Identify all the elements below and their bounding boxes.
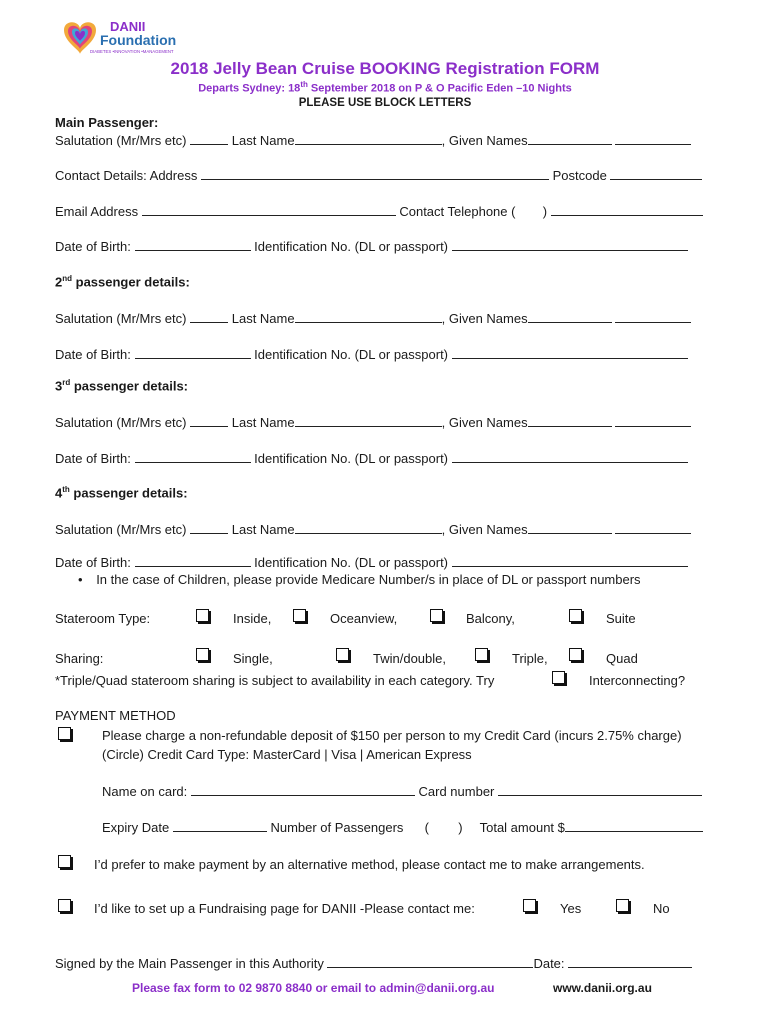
name-on-card-field[interactable]	[191, 783, 415, 796]
p3-last-name-field[interactable]	[295, 414, 442, 427]
email-row: Email Address Contact Telephone ( )	[55, 203, 703, 219]
card-type-text: (Circle) Credit Card Type: MasterCard | Visa | American Express	[102, 747, 472, 762]
expiry-date-field[interactable]	[173, 819, 267, 832]
signature-row: Signed by the Main Passenger in this Authority Date:	[55, 955, 692, 971]
p3-given-names-field[interactable]	[528, 414, 612, 427]
alternative-payment-checkbox[interactable]	[58, 855, 71, 868]
interconnecting-checkbox[interactable]	[552, 671, 565, 684]
p3-given-names-field-2[interactable]	[615, 414, 691, 427]
stateroom-inside-checkbox[interactable]	[196, 609, 209, 622]
p3-salutation-field[interactable]	[190, 414, 228, 427]
passenger-3-dob-row: Date of Birth: Identification No. (DL or passport)	[55, 450, 688, 466]
postcode-field[interactable]	[610, 167, 702, 180]
main-passenger-heading: Main Passenger:	[55, 115, 159, 130]
stateroom-oceanview-checkbox[interactable]	[293, 609, 306, 622]
logo-name-line1: DANII	[110, 19, 146, 34]
stateroom-suite-label: Suite	[606, 611, 636, 626]
passenger-2-heading: 2nd passenger details:	[55, 274, 190, 290]
p3-dob-field[interactable]	[135, 450, 251, 463]
logo-name-line2: Foundation	[100, 32, 177, 48]
danii-foundation-logo	[60, 18, 220, 58]
p2-given-names-field-2[interactable]	[615, 310, 691, 323]
p2-id-field[interactable]	[452, 346, 688, 359]
main-last-name-field[interactable]	[295, 132, 442, 145]
passenger-2-name-row: Salutation (Mr/Mrs etc) Last Name , Given Names	[55, 310, 691, 326]
passenger-4-name-row: Salutation (Mr/Mrs etc) Last Name , Given Names	[55, 521, 691, 537]
passenger-3-heading: 3rd passenger details:	[55, 378, 189, 394]
address-row: Contact Details: Address Postcode	[55, 167, 702, 183]
main-dob-field[interactable]	[135, 238, 251, 251]
signature-date-field[interactable]	[568, 955, 692, 968]
main-salutation-field[interactable]	[190, 132, 228, 145]
triple-quad-note: *Triple/Quad stateroom sharing is subject to availability in each category. Try	[55, 673, 495, 688]
logo-tagline: DIABETES •INNOVATION •MANAGEMENT	[90, 49, 174, 54]
fundraising-no-label: No	[653, 901, 670, 916]
main-id-field[interactable]	[452, 238, 688, 251]
expiry-row: Expiry Date Number of Passengers ( ) Total amount $	[102, 819, 703, 835]
sharing-single-checkbox[interactable]	[196, 648, 209, 661]
stateroom-inside-label: Inside,	[233, 611, 272, 626]
card-number-field[interactable]	[498, 783, 702, 796]
p2-given-names-field[interactable]	[528, 310, 612, 323]
children-note: • In the case of Children, please provide Medicare Number/s in place of DL or passport numbers	[78, 572, 641, 587]
interconnecting-label: Interconnecting?	[589, 673, 686, 688]
stateroom-suite-checkbox[interactable]	[569, 609, 582, 622]
fundraising-yes-label: Yes	[560, 901, 582, 916]
bullet-icon: •	[78, 572, 83, 587]
total-amount-field[interactable]	[565, 819, 703, 832]
passenger-4-heading: 4th passenger details:	[55, 485, 188, 501]
stateroom-balcony-checkbox[interactable]	[430, 609, 443, 622]
p4-last-name-field[interactable]	[295, 521, 442, 534]
sharing-triple-checkbox[interactable]	[475, 648, 488, 661]
email-field[interactable]	[142, 203, 396, 216]
sharing-triple-label: Triple,	[512, 651, 548, 666]
alternative-payment-text: I’d prefer to make payment by an alternative method, please contact me to make arrangements.	[94, 857, 645, 872]
sharing-quad-checkbox[interactable]	[569, 648, 582, 661]
p2-salutation-field[interactable]	[190, 310, 228, 323]
main-given-names-field[interactable]	[528, 132, 612, 145]
payment-method-heading: PAYMENT METHOD	[55, 708, 176, 723]
sharing-twin-label: Twin/double,	[373, 651, 446, 666]
address-field[interactable]	[201, 167, 549, 180]
deposit-text: Please charge a non-refundable deposit of $150 per person to my Credit Card (incurs 2.75% charge)	[102, 728, 682, 743]
signature-field[interactable]	[327, 955, 533, 968]
sharing-single-label: Single,	[233, 651, 273, 666]
main-given-names-field-2[interactable]	[615, 132, 691, 145]
passenger-4-dob-row: Date of Birth: Identification No. (DL or passport)	[55, 554, 688, 570]
footer-website: www.danii.org.au	[553, 981, 652, 995]
fundraising-text: I’d like to set up a Fundraising page for DANII -Please contact me:	[94, 901, 475, 916]
main-passenger-name-row: Salutation (Mr/Mrs etc) Last Name , Given Names	[55, 132, 691, 148]
p4-salutation-field[interactable]	[190, 521, 228, 534]
form-title: 2018 Jelly Bean Cruise BOOKING Registration FORM	[170, 59, 600, 78]
p4-given-names-field-2[interactable]	[615, 521, 691, 534]
sharing-label: Sharing:	[55, 651, 104, 666]
stateroom-label: Stateroom Type:	[55, 611, 151, 626]
deposit-checkbox[interactable]	[58, 727, 71, 740]
fundraising-checkbox[interactable]	[58, 899, 71, 912]
p3-id-field[interactable]	[452, 450, 688, 463]
sharing-twin-checkbox[interactable]	[336, 648, 349, 661]
passenger-2-dob-row: Date of Birth: Identification No. (DL or passport)	[55, 346, 688, 362]
fundraising-no-checkbox[interactable]	[616, 899, 629, 912]
block-letters-note: PLEASE USE BLOCK LETTERS	[298, 97, 472, 109]
p2-dob-field[interactable]	[135, 346, 251, 359]
card-details-row: Name on card: Card number	[102, 783, 702, 799]
stateroom-oceanview-label: Oceanview,	[330, 611, 398, 626]
p4-given-names-field[interactable]	[528, 521, 612, 534]
fundraising-yes-checkbox[interactable]	[523, 899, 536, 912]
p4-id-field[interactable]	[452, 554, 688, 567]
main-dob-row: Date of Birth: Identification No. (DL or passport)	[55, 238, 688, 254]
departure-info: Departs Sydney: 18th September 2018 on P & O Pacific Eden –10 Nights	[198, 80, 572, 95]
footer-contact: Please fax form to 02 9870 8840 or email to admin@danii.org.au	[132, 981, 495, 995]
stateroom-balcony-label: Balcony,	[466, 611, 515, 626]
p2-last-name-field[interactable]	[295, 310, 442, 323]
passenger-3-name-row: Salutation (Mr/Mrs etc) Last Name , Given Names	[55, 414, 691, 430]
p4-dob-field[interactable]	[135, 554, 251, 567]
telephone-field[interactable]	[551, 203, 703, 216]
sharing-quad-label: Quad	[606, 651, 638, 666]
